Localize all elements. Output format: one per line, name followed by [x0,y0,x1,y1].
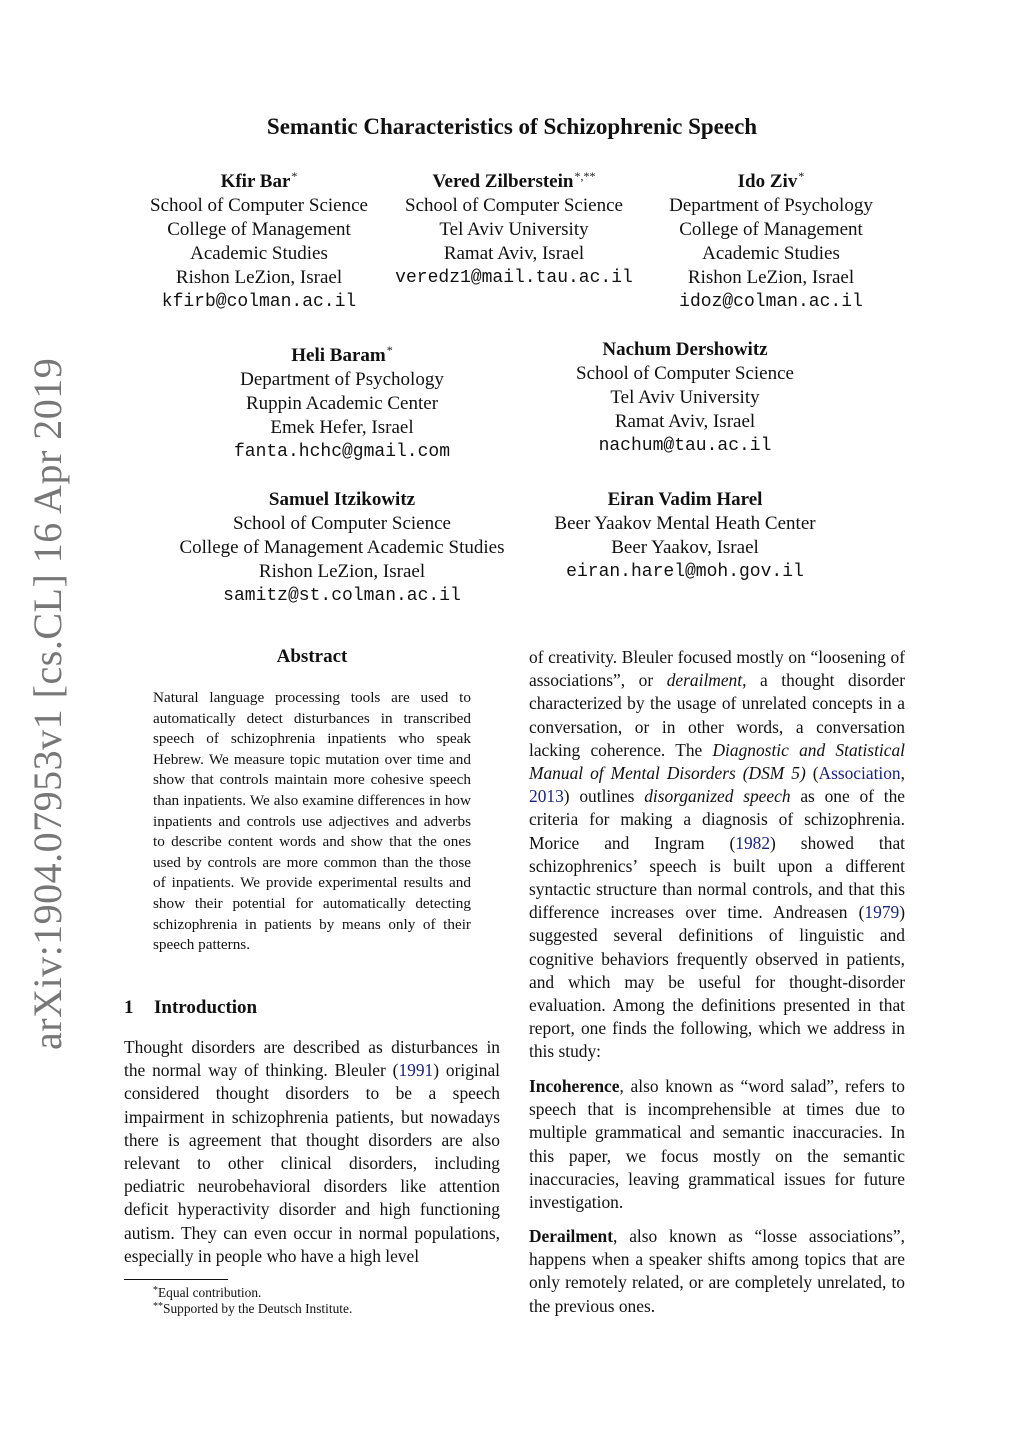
author-location: Rishon LeZion, Israel [258,561,426,582]
author-affiliation: Academic Studies [702,243,840,264]
incoherence-definition: Incoherence, also known as “word salad”, refers to speech that is incomprehensible at times due to multiple grammatical and semantic inaccuracies. In this paper, we focus mostly on the semantic inaccuracies, leaving grammatical issues for future investigation. [529,1076,905,1213]
author-affiliation: Tel Aviv University [439,219,589,240]
author-affiliation: School of Computer Science [150,195,368,216]
author-affiliation: Ruppin Academic Center [245,393,439,414]
author-location: Emek Hefer, Israel [270,417,414,438]
author-name: Nachum Dershowitz [602,339,768,360]
author-name: Ido Ziv* [737,169,805,192]
citation-link[interactable]: 1982 [735,832,771,853]
author-name: Kfir Bar* [220,169,298,192]
paper-title: Semantic Characteristics of Schizophrenic Speech [266,114,758,139]
author-affiliation: School of Computer Science [576,363,794,384]
author-location: Rishon LeZion, Israel [687,267,855,288]
author-block [669,164,873,314]
author-location: Ramat Aviv, Israel [614,411,756,432]
author-block [234,338,450,464]
section-heading [124,997,257,1019]
term-incoherence: Incoherence [529,1076,620,1096]
author-affiliation: Academic Studies [190,243,328,264]
author-block [150,164,368,314]
author-email[interactable]: idoz@colman.ac.il [679,292,863,312]
author-block [576,338,794,458]
author-name: Eiran Vadim Harel [607,489,763,510]
intro-paragraph: Thought disorders are described as disturbances in the normal way of thinking. Bleuler (1991) original considered thought disorders to be a speech impairment in schizophrenia patients, but nowadays there is agreement that thought disorders are also relevant to other clinical disorders, including pediatric neurobehavioral disorders like attention deficit hyperactivity disorder and high functioning autism. They can even occur in normal populations, especially in people who have a high level [124,1037,500,1266]
footnote: **Supported by the Deutsch Institute. [153,1301,353,1316]
author-affiliation: Department of Psychology [669,195,873,216]
author-email[interactable]: nachum@tau.ac.il [598,436,772,456]
citation-link[interactable]: 1991 [398,1060,434,1081]
author-email[interactable]: eiran.harel@moh.gov.il [566,562,804,582]
author-email[interactable]: veredz1@mail.tau.ac.il [395,268,633,288]
author-affiliation: School of Computer Science [405,195,623,216]
author-affiliation: Beer Yaakov Mental Heath Center [554,513,816,534]
author-name: Samuel Itzikowitz [268,489,416,510]
abstract-heading: Abstract [276,646,348,667]
citation-link[interactable]: 2013 [529,786,564,807]
author-affiliation: School of Computer Science [233,513,451,534]
abstract-text: Natural language processing tools are used to automatically detect disturbances in transcribed speech of schizophrenia inpatients who speak Hebrew. We measure topic mutation over time and show that controls maintain more cohesive speech than inpatients. We also examine differences in how inpatients and controls use adjectives and adverbs to describe content words and show that the ones used by controls are more common than the those of inpatients. We provide experimental results and show their potential for automatically detecting schizophrenia in patients by means only of their speech patterns. [153,689,471,954]
author-email[interactable]: kfirb@colman.ac.il [161,292,357,312]
author-affiliation: College of Management [167,219,351,240]
arxiv-identifier: arXiv:1904.07953v1 [cs.CL] 16 Apr 2019 [25,357,70,1050]
author-email[interactable]: fanta.hchc@gmail.com [233,442,451,462]
term-derailment: Derailment [529,1226,614,1246]
author-name: Heli Baram* [291,343,393,366]
citation-link[interactable]: Association [818,763,901,784]
author-affiliation: College of Management Academic Studies [179,537,505,558]
citation-link[interactable]: 1979 [864,902,900,923]
section-title: Introduction [154,997,258,1018]
derailment-definition: Derailment, also known as “losse associations”, happens when a speaker shifts among topics that are only remotely related, or are completely unrelated, to the previous ones. [529,1226,905,1316]
footnote: *Equal contribution. [153,1285,262,1300]
author-location: Ramat Aviv, Israel [443,243,585,264]
author-email[interactable]: samitz@st.colman.ac.il [223,586,461,606]
author-location: Rishon LeZion, Israel [175,267,343,288]
author-affiliation: Tel Aviv University [610,387,760,408]
intro-paragraph-continued: of creativity. Bleuler focused mostly on “loosening of associations”, or derailment, a thought disorder characterized by the usage of unrelated concepts in a conversation, or in other words, a conversation lacking coherence. The Diagnostic and Statistical Manual of Mental Disorders (DSM 5) (Association, 2013) outlines disorganized speech as one of the criteria for making a diagnosis of schizophrenia. Morice and Ingram (1982) showed that schizophrenics’ speech is built upon a different syntactic structure than normal controls, and that this difference increases over time. Andreasen (1979) suggested several definitions of linguistic and cognitive behaviors frequently observed in patients, and which may be useful for thought-disorder evaluation. Among the definitions presented in that report, one finds the following, which we address in this study: [529,647,905,1062]
author-affiliation: Department of Psychology [240,369,444,390]
author-name: Vered Zilberstein*,** [432,169,596,192]
author-location: Beer Yaakov, Israel [611,537,759,558]
author-block [179,488,504,608]
author-block [395,164,633,290]
footnote-rule [124,1279,228,1280]
author-block [554,488,815,584]
section-number: 1 [124,997,134,1018]
author-affiliation: College of Management [679,219,863,240]
